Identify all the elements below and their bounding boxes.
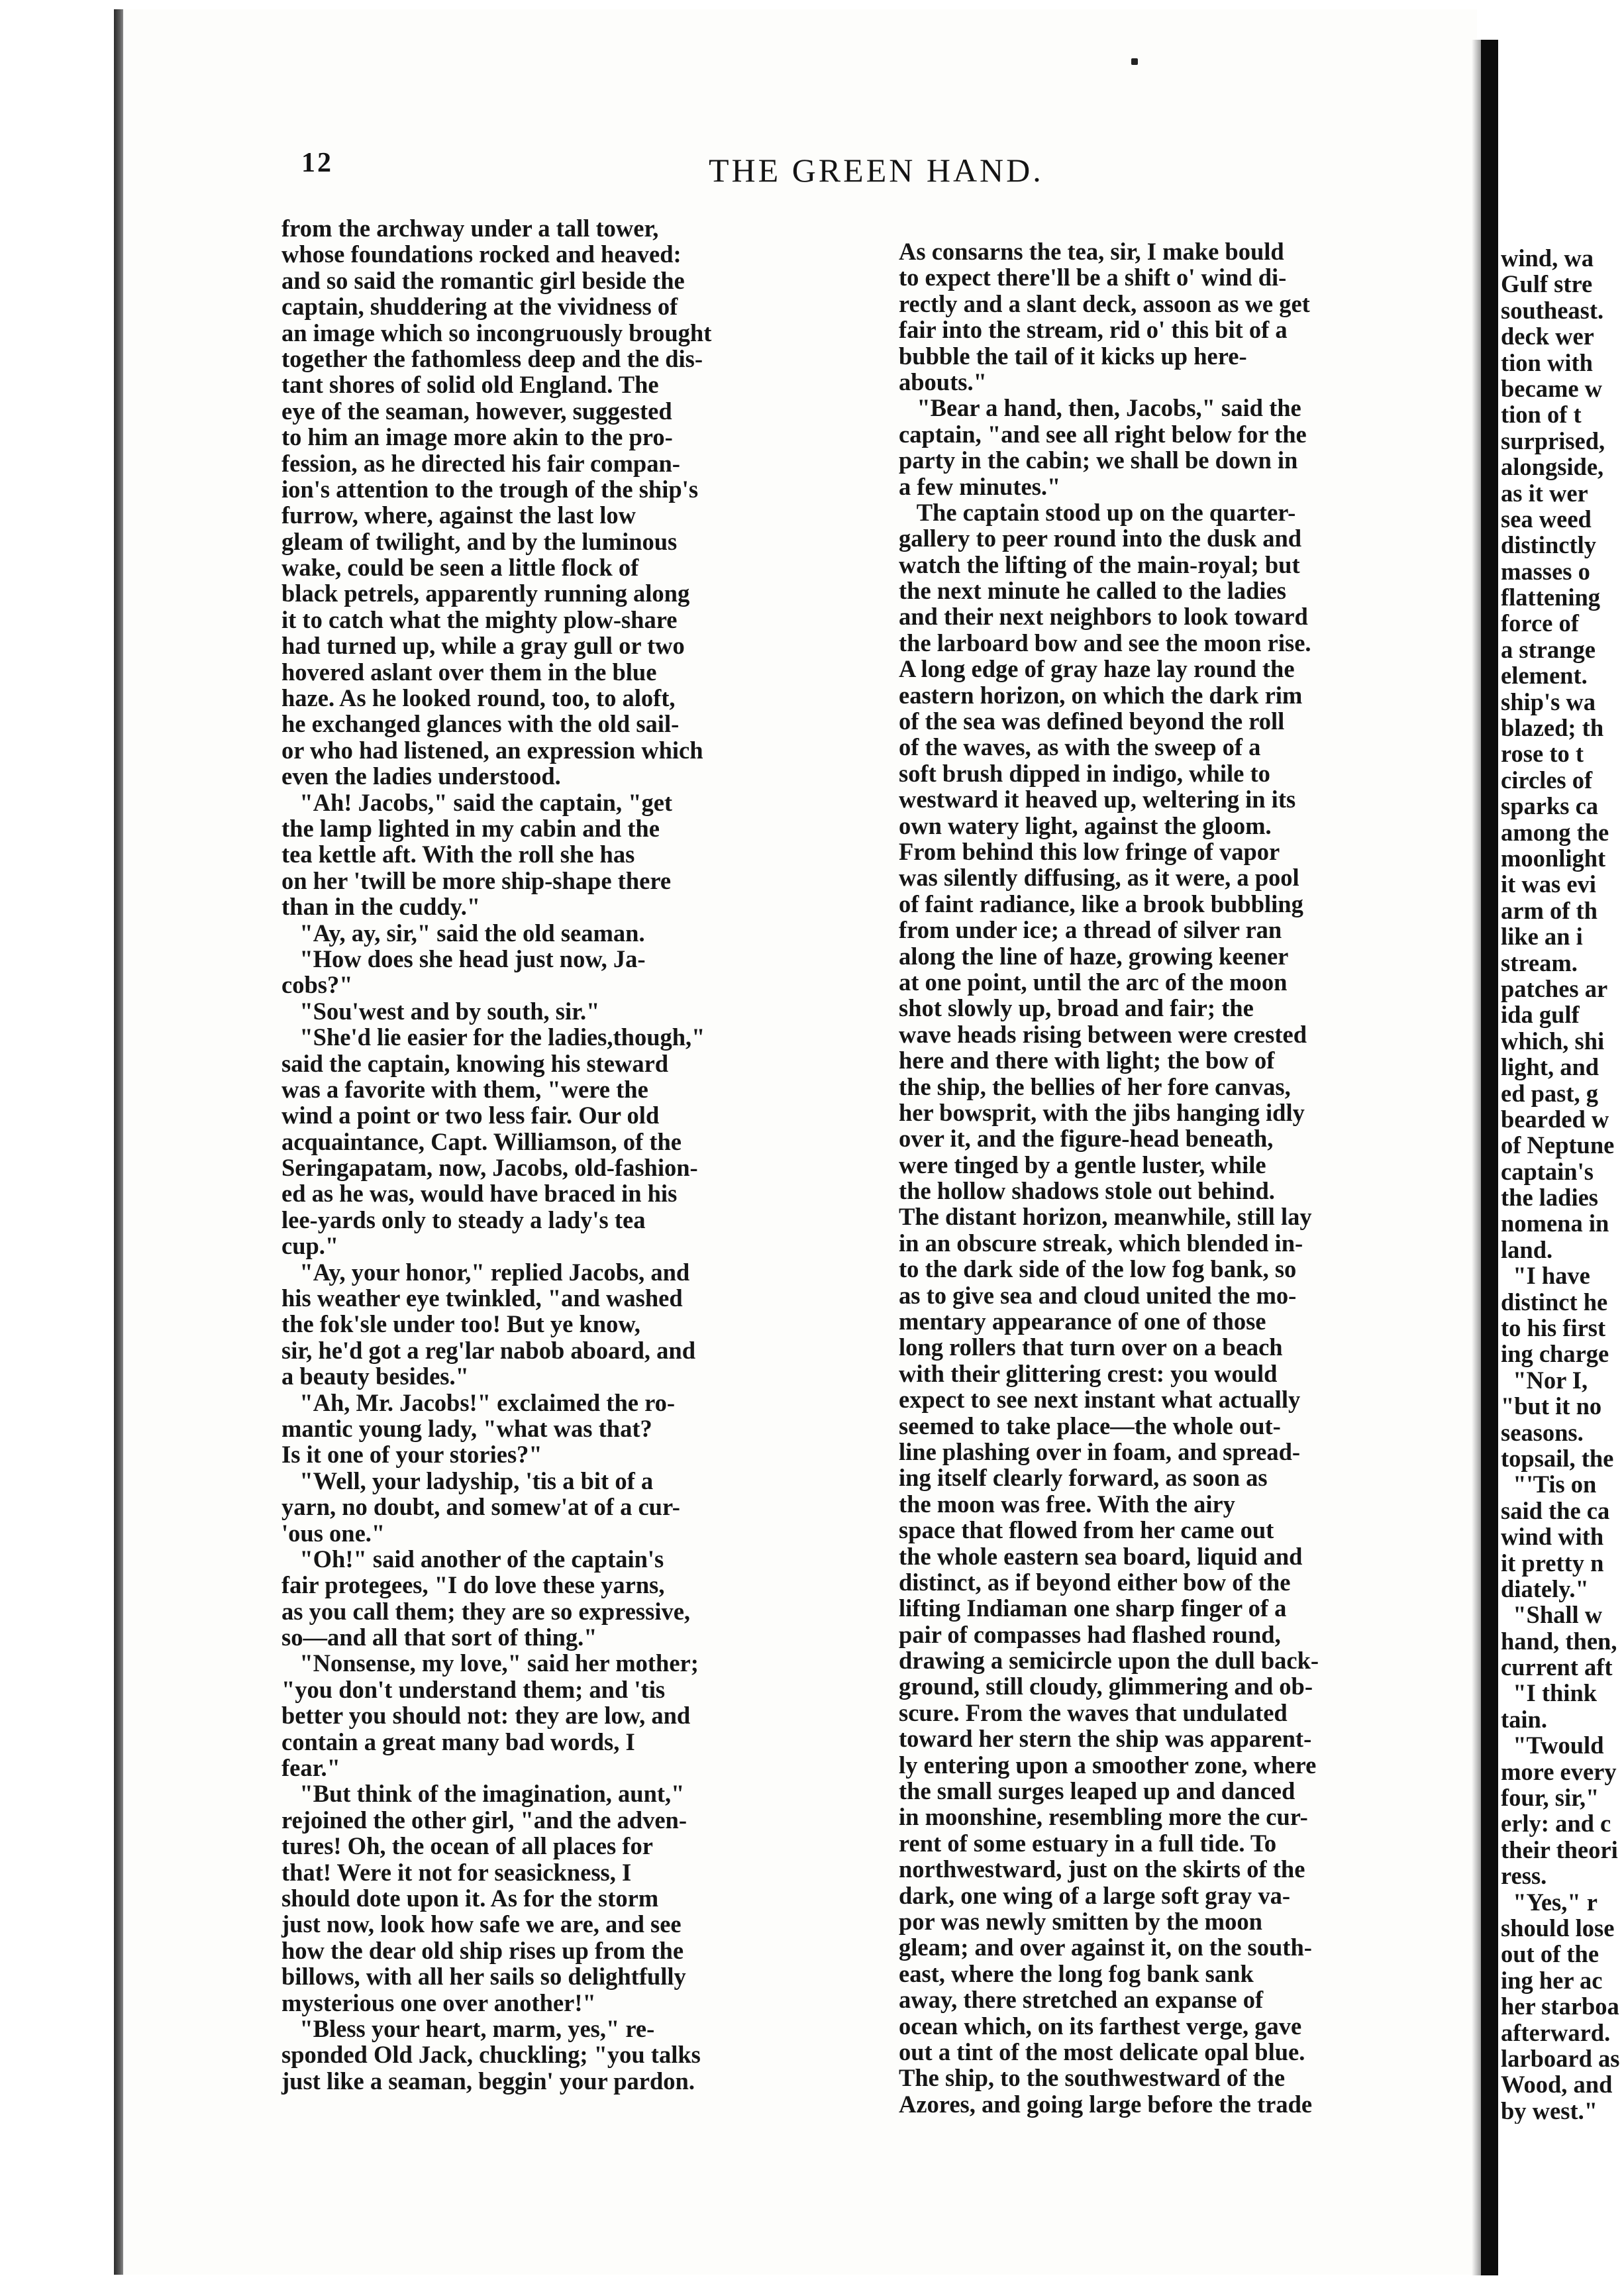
text-line: "but it no (1501, 1392, 1602, 1420)
text-line: the moon was free. With the airy (899, 1490, 1235, 1518)
right-text-column (899, 238, 1475, 2117)
text-line: whose foundations rocked and heaved: (281, 240, 682, 268)
text-line: expect to see next instant what actually (899, 1386, 1301, 1414)
text-line: fear." (281, 1754, 340, 1782)
text-line: the ladies (1501, 1184, 1599, 1212)
text-line: captain's (1501, 1157, 1594, 1185)
text-line: it was evi (1501, 870, 1596, 898)
text-line: hand, then, (1501, 1627, 1617, 1655)
text-line: ed past, g (1501, 1079, 1599, 1107)
text-line: ion's attention to the trough of the ship's (281, 475, 699, 503)
text-line: it pretty n (1501, 1549, 1604, 1577)
text-line: he exchanged glances with the old sail- (281, 710, 680, 738)
text-line: Seringapatam, now, Jacobs, old-fashion- (281, 1154, 698, 1182)
text-line: furrow, where, against the last low (281, 501, 636, 529)
text-line: shot slowly up, broad and fair; the (899, 994, 1254, 1022)
text-line: was a favorite with them, "were the (281, 1075, 648, 1103)
text-line: the fok'sle under too! But ye know, (281, 1310, 640, 1338)
text-line: topsail, the (1501, 1444, 1614, 1472)
text-line: with their glittering crest: you would (899, 1359, 1278, 1387)
text-line: fair protegees, "I do love these yarns, (281, 1571, 665, 1599)
text-line: to him an image more akin to the pro- (281, 423, 673, 451)
text-line: ing her ac (1501, 1966, 1603, 1994)
text-line: lee-yards only to steady a lady's tea (281, 1206, 646, 1233)
text-line: to the dark side of the low fog bank, so (899, 1255, 1297, 1283)
text-line: rejoined the other girl, "and the adven- (281, 1806, 687, 1834)
text-line: diately." (1501, 1575, 1589, 1602)
text-line: tain. (1501, 1705, 1547, 1733)
text-line: force of (1501, 609, 1579, 637)
text-line: wind, wa (1501, 245, 1594, 272)
text-line: patches ar (1501, 974, 1608, 1002)
text-line: the next minute he called to the ladies (899, 577, 1286, 605)
text-line: among the (1501, 818, 1609, 846)
text-line: "Ah, Mr. Jacobs!" exclaimed the ro- (281, 1388, 676, 1416)
text-line: from the archway under a tall tower, (281, 215, 659, 242)
text-line: erly: and c (1501, 1810, 1611, 1838)
text-line: as to give sea and cloud united the mo- (899, 1281, 1297, 1309)
text-line: in moonshine, resembling more the cur- (899, 1803, 1308, 1831)
text-line: gleam; and over against it, on the south- (899, 1934, 1312, 1961)
text-line: in an obscure streak, which blended in- (899, 1229, 1303, 1257)
text-line: here and there with light; the bow of (899, 1047, 1275, 1074)
text-line: their theori (1501, 1836, 1618, 1863)
text-line: moonlight (1501, 844, 1606, 872)
text-line: "How does she head just now, Ja- (281, 945, 646, 972)
text-line: tea kettle aft. With the roll she has (281, 841, 635, 868)
text-line: The captain stood up on the quarter- (899, 498, 1296, 526)
text-line: tures! Oh, the ocean of all places for (281, 1832, 653, 1860)
text-line: distinct, as if beyond either bow of the (899, 1568, 1291, 1596)
text-line: seemed to take place—the whole out- (899, 1412, 1281, 1439)
text-line: "Ay, your honor," replied Jacobs, and (281, 1258, 690, 1286)
text-line: "you don't understand them; and 'tis (281, 1675, 666, 1703)
text-line: Wood, and (1501, 2071, 1613, 2099)
text-line: an image which so incongruously brought (281, 319, 712, 346)
text-line: than in the cuddy." (281, 893, 481, 921)
text-line: abouts." (899, 368, 987, 395)
text-line: haze. As he looked round, too, to aloft, (281, 684, 676, 712)
text-line: sponded Old Jack, chuckling; "you talks (281, 2041, 701, 2069)
text-line: eastern horizon, on which the dark rim (899, 681, 1303, 709)
text-line: of the sea was defined beyond the roll (899, 707, 1285, 735)
text-line: so—and all that sort of thing." (281, 1624, 597, 1651)
text-line: From behind this low fringe of vapor (899, 837, 1280, 865)
text-line: the hollow shadows stole out behind. (899, 1177, 1275, 1205)
text-line: northwestward, just on the skirts of the (899, 1855, 1305, 1883)
text-line: "Ah! Jacobs," said the captain, "get (281, 788, 673, 816)
text-line: bubble the tail of it kicks up here- (899, 342, 1247, 370)
text-line: tion of t (1501, 401, 1582, 429)
text-line: sparks ca (1501, 792, 1599, 820)
text-line: like an i (1501, 923, 1583, 951)
text-line: a beauty besides." (281, 1363, 469, 1390)
text-line: masses o (1501, 557, 1590, 585)
text-line: The ship, to the southwestward of the (899, 2064, 1286, 2092)
text-line: a few minutes." (899, 472, 1061, 500)
text-line: party in the cabin; we shall be down in (899, 446, 1298, 474)
text-line: of faint radiance, like a brook bubbling (899, 890, 1303, 917)
text-line: mysterious one over another!" (281, 1989, 596, 2016)
text-line: captain, "and see all right below for the (899, 420, 1307, 448)
text-line: Azores, and going large before the trade (899, 2090, 1313, 2118)
text-line: captain, shuddering at the vividness of (281, 293, 678, 321)
text-line: space that flowed from her came out (899, 1516, 1274, 1544)
text-line: "I have (1501, 1262, 1590, 1290)
text-line: tant shores of solid old England. The (281, 371, 659, 399)
text-line: ly entering upon a smoother zone, where (899, 1751, 1317, 1779)
text-line: just now, look how safe we are, and see (281, 1910, 682, 1938)
text-line: out a tint of the most delicate opal blue. (899, 2038, 1305, 2065)
text-line: wind with (1501, 1523, 1604, 1551)
text-line: as you call them; they are so expressive, (281, 1597, 691, 1625)
text-line: gallery to peer round into the dusk and (899, 525, 1302, 552)
text-line: "'Tis on (1501, 1471, 1597, 1498)
text-line: westward it heaved up, weltering in its (899, 786, 1296, 813)
text-line: watch the lifting of the main-royal; but (899, 550, 1300, 578)
text-line: the larboard bow and see the moon rise. (899, 629, 1311, 656)
text-line: The distant horizon, meanwhile, still lay (899, 1203, 1312, 1231)
text-line: 'ous one." (281, 1519, 385, 1547)
text-line: circles of (1501, 766, 1593, 794)
text-line: current aft (1501, 1653, 1613, 1681)
text-line: drawing a semicircle upon the dull back- (899, 1647, 1319, 1675)
text-line: it to catch what the mighty plow-share (281, 605, 678, 633)
text-line: "Twould (1501, 1732, 1604, 1759)
text-line: rose to t (1501, 740, 1584, 768)
text-line: his weather eye twinkled, "and washed (281, 1284, 683, 1312)
text-line: said the ca (1501, 1496, 1610, 1524)
text-line: blazed; th (1501, 714, 1604, 742)
text-line: fair into the stream, rid o' this bit of a (899, 316, 1288, 344)
text-line: light, and (1501, 1053, 1599, 1081)
text-line: along the line of haze, growing keener (899, 942, 1289, 970)
text-line: wind a point or two less fair. Our old (281, 1102, 660, 1129)
text-line: the whole eastern sea board, liquid and (899, 1542, 1303, 1570)
text-line: larboard as (1501, 2044, 1620, 2072)
text-line: A long edge of gray haze lay round the (899, 655, 1295, 683)
left-text-column (281, 215, 851, 2094)
text-line: yarn, no doubt, and somew'at of a cur- (281, 1493, 680, 1521)
text-line: should dote upon it. As for the storm (281, 1885, 659, 1912)
text-line: Gulf stre (1501, 270, 1593, 298)
text-line: was silently diffusing, as it were, a pool (899, 864, 1299, 892)
text-line: east, where the long fog bank sank (899, 1959, 1254, 1987)
text-line: distinctly (1501, 531, 1596, 559)
text-line: own watery light, against the gloom. (899, 811, 1272, 839)
text-line: rent of some estuary in a full tide. To (899, 1829, 1277, 1857)
text-line: gleam of twilight, and by the luminous (281, 527, 678, 555)
text-line: said the captain, knowing his steward (281, 1049, 669, 1077)
page-number: 12 (301, 148, 333, 178)
text-line: at one point, until the arc of the moon (899, 968, 1288, 996)
running-head: THE GREEN HAND. (709, 152, 1044, 189)
text-line: ing charge (1501, 1340, 1609, 1368)
text-line: distinct he (1501, 1288, 1608, 1316)
text-line: "Bear a hand, then, Jacobs," said the (899, 394, 1301, 422)
text-line: fession, as he directed his fair compan- (281, 449, 680, 477)
book-gutter (1481, 40, 1498, 2275)
text-line: "Shall w (1501, 1601, 1603, 1629)
text-line: mentary appearance of one of those (899, 1308, 1266, 1335)
text-line: of Neptune (1501, 1131, 1615, 1159)
text-line: sea weed (1501, 505, 1592, 533)
text-line: "Yes," r (1501, 1888, 1598, 1916)
text-line: stream. (1501, 949, 1578, 976)
text-line: four, sir," (1501, 1784, 1599, 1812)
text-line: together the fathomless deep and the dis- (281, 344, 703, 372)
text-line: "Well, your ladyship, 'tis a bit of a (281, 1467, 654, 1494)
text-line: Is it one of your stories?" (281, 1441, 542, 1469)
text-line: alongside, (1501, 453, 1604, 481)
text-line: land. (1501, 1235, 1553, 1263)
text-line: southeast. (1501, 296, 1604, 324)
facing-page-fragment (1501, 245, 1624, 2124)
text-line: on her 'twill be more ship-shape there (281, 866, 672, 894)
text-line: ing itself clearly forward, as soon as (899, 1464, 1268, 1492)
text-line: cobs?" (281, 971, 353, 999)
text-line: pair of compasses had flashed round, (899, 1620, 1281, 1648)
text-line: "Oh!" said another of the captain's (281, 1545, 664, 1573)
text-line: "Bless your heart, marm, yes," re- (281, 2014, 655, 2042)
text-line: por was newly smitten by the moon (899, 1908, 1262, 1935)
text-line: to his first (1501, 1314, 1606, 1342)
text-line: black petrels, apparently running along (281, 580, 690, 607)
text-line: her bowsprit, with the jibs hanging idly (899, 1098, 1305, 1126)
text-line: ed as he was, would have braced in his (281, 1180, 678, 1208)
text-line: billows, with all her sails so delightfully (281, 1963, 686, 1991)
text-line: rectly and a slant deck, assoon as we get (899, 289, 1310, 317)
text-line: "Nonsense, my love," said her mother; (281, 1649, 699, 1677)
text-line: toward her stern the ship was apparent- (899, 1725, 1312, 1753)
text-line: of the waves, as with the sweep of a (899, 733, 1261, 761)
text-line: wake, could be seen a little flock of (281, 554, 639, 582)
text-line: how the dear old ship rises up from the (281, 1936, 684, 1964)
text-line: ocean which, on its farthest verge, gave (899, 2012, 1302, 2040)
text-line: and their next neighbors to look toward (899, 603, 1308, 631)
text-line: seasons. (1501, 1418, 1584, 1446)
text-line: ground, still cloudy, glimmering and ob- (899, 1673, 1313, 1700)
text-line: scure. From the waves that undulated (899, 1698, 1288, 1726)
text-line: the small surges leaped up and danced (899, 1777, 1295, 1805)
text-line: her starboa (1501, 1993, 1619, 2020)
text-line: had turned up, while a gray gull or two (281, 632, 685, 660)
text-line: "She'd lie easier for the ladies,though," (281, 1023, 705, 1051)
text-line: out of the (1501, 1940, 1599, 1968)
text-line: just like a seaman, beggin' your pardon. (281, 2067, 695, 2095)
text-line: As consarns the tea, sir, I make bould (899, 238, 1284, 265)
text-line: eye of the seaman, however, suggested (281, 397, 672, 425)
ink-speck (1131, 58, 1138, 65)
text-line: or who had listened, an expression which (281, 736, 703, 764)
text-line: surprised, (1501, 427, 1605, 454)
text-line: were tinged by a gentle luster, while (899, 1151, 1266, 1178)
text-line: ship's wa (1501, 688, 1596, 715)
text-line: which, shi (1501, 1027, 1605, 1055)
text-line: line plashing over in foam, and spread- (899, 1437, 1301, 1465)
text-line: flattening (1501, 584, 1601, 611)
text-line: more every (1501, 1757, 1617, 1785)
text-line: from under ice; a thread of silver ran (899, 916, 1282, 944)
text-line: arm of th (1501, 896, 1598, 924)
text-line: deck wer (1501, 323, 1594, 350)
text-line: element. (1501, 662, 1588, 690)
text-line: dark, one wing of a large soft gray va- (899, 1881, 1291, 1909)
text-line: acquaintance, Capt. Williamson, of the (281, 1127, 682, 1155)
text-line: long rollers that turn over on a beach (899, 1333, 1283, 1361)
text-line: sir, he'd got a reg'lar nabob aboard, and (281, 1336, 696, 1364)
text-line: that! Were it not for seasickness, I (281, 1858, 632, 1886)
text-line: soft brush dipped in indigo, while to (899, 759, 1270, 787)
text-line: mantic young lady, "what was that? (281, 1414, 652, 1442)
text-line: over it, and the figure-head beneath, (899, 1125, 1274, 1153)
text-line: nomena in (1501, 1210, 1609, 1237)
text-line: the ship, the bellies of her fore canvas, (899, 1072, 1291, 1100)
text-line: should lose (1501, 1914, 1615, 1942)
text-line: bearded w (1501, 1105, 1609, 1133)
text-line: cup." (281, 1232, 339, 1260)
text-line: ida gulf (1501, 1001, 1580, 1029)
text-line: and so said the romantic girl beside the (281, 266, 685, 294)
text-line: "Nor I, (1501, 1366, 1588, 1394)
text-line: the lamp lighted in my cabin and the (281, 814, 660, 842)
text-line: as it wer (1501, 479, 1588, 507)
text-line: afterward. (1501, 2018, 1611, 2046)
text-line: even the ladies understood. (281, 762, 561, 790)
text-line: contain a great many bad words, I (281, 1728, 635, 1755)
text-line: to expect there'll be a shift o' wind di- (899, 264, 1287, 291)
text-line: became w (1501, 374, 1603, 402)
text-line: hovered aslant over them in the blue (281, 658, 657, 686)
text-line: "I think (1501, 1679, 1598, 1707)
text-line: ress. (1501, 1862, 1547, 1890)
text-line: a strange (1501, 635, 1596, 663)
text-line: better you should not: they are low, and (281, 1702, 691, 1730)
text-line: tion with (1501, 348, 1593, 376)
text-line: by west." (1501, 2097, 1598, 2124)
text-line: "But think of the imagination, aunt," (281, 1780, 685, 1808)
text-line: lifting Indiaman one sharp finger of a (899, 1594, 1287, 1622)
text-line: "Ay, ay, sir," said the old seaman. (281, 919, 645, 947)
text-line: "Sou'west and by south, sir." (281, 997, 600, 1025)
text-line: away, there stretched an expanse of (899, 1986, 1264, 2014)
text-line: wave heads rising between were crested (899, 1020, 1307, 1048)
